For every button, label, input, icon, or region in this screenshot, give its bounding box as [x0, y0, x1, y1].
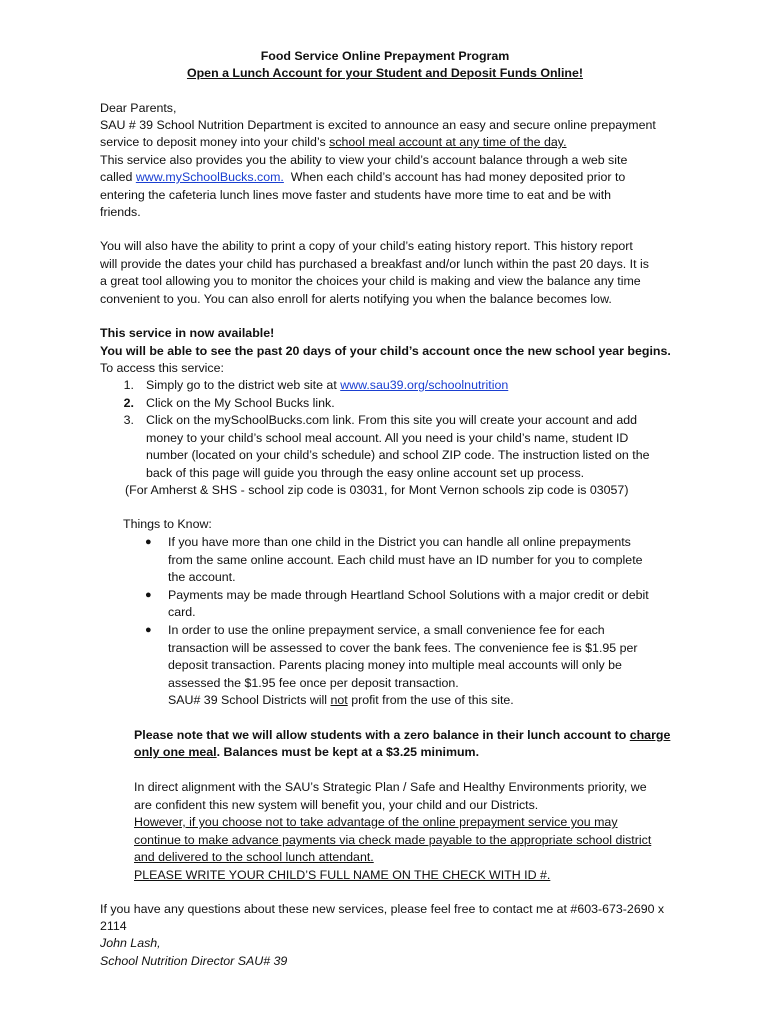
bullet-line: deposit transaction. Parents placing money into multiple meal accounts will only be — [168, 658, 622, 672]
bullet-line: Payments may be made through Heartland School Solutions with a major credit or debit — [168, 588, 649, 602]
document-title: Food Service Online Prepayment Program — [260, 49, 510, 63]
contact-line: If you have any questions about these new services, please feel free to contact me at #603-673-2690 x — [100, 902, 665, 916]
zip-code-note: (For Amherst & SHS - school zip code is 03031, for Mont Vernon schools zip code is 03057) — [125, 483, 629, 497]
step-3-line: back of this page will guide you through the easy online account set up process. — [146, 466, 585, 480]
check-payment-line: and delivered to the school lunch attendant. — [134, 850, 374, 864]
signature-title: School Nutrition Director SAU# 39 — [100, 954, 288, 968]
myschoolbucks-link[interactable]: www.mySchoolBucks.com. — [135, 170, 284, 184]
history-line: convenient to you. You can also enroll for alerts notifying you when the balance becomes low. — [100, 292, 612, 306]
document-subtitle: Open a Lunch Account for your Student and Deposit Funds Online! — [186, 66, 584, 80]
bullet-icon: ● — [145, 589, 152, 601]
things-heading: Things to Know: — [123, 517, 212, 531]
bullet-line: the account. — [168, 570, 236, 584]
history-line: will provide the dates your child has purchased a breakfast and/or lunch within the past 20 days. It is — [100, 257, 649, 271]
intro-line: SAU # 39 School Nutrition Department is excited to announce an easy and secure online prepayment — [100, 118, 656, 132]
step-number: 1. — [123, 378, 134, 392]
step-1: Simply go to the district web site at www.sau39.org/schoolnutrition — [146, 378, 509, 392]
step-number: 2. — [123, 396, 134, 410]
step-3-line: number (located on your child’s schedule) and school ZIP code. The instruction listed on the — [146, 448, 650, 462]
check-name-instruction: PLEASE WRITE YOUR CHILD’S FULL NAME ON THE CHECK WITH ID #. — [134, 868, 551, 882]
no-profit-line: SAU# 39 School Districts will not profit from the use of this site. — [168, 693, 514, 707]
intro-line: friends. — [100, 205, 141, 219]
bullet-line: assessed the $1.95 fee once per deposit transaction. — [168, 676, 459, 690]
bullet-icon: ● — [145, 536, 152, 548]
alignment-line: are confident this new system will benefit you, your child and our Districts. — [134, 798, 539, 812]
history-line: You will also have the ability to print a copy of your child’s eating history report. This history report — [100, 239, 633, 253]
availability-heading: This service in now available! — [100, 326, 275, 340]
intro-line: entering the cafeteria lunch lines move faster and students have more time to eat and be with — [100, 188, 612, 202]
alignment-line: In direct alignment with the SAU’s Strategic Plan / Safe and Healthy Environments priority, we — [134, 780, 647, 794]
zero-balance-notice: Please note that we will allow students with a zero balance in their lunch account to charge — [134, 728, 671, 742]
underlined-phrase: school meal account at any time of the day. — [329, 135, 567, 149]
history-line: a great tool allowing you to monitor the choices your child is making and view the balance any time — [100, 274, 641, 288]
bullet-icon: ● — [145, 624, 152, 636]
sau39-link[interactable]: www.sau39.org/schoolnutrition — [340, 378, 509, 392]
access-heading: To access this service: — [100, 361, 224, 375]
bullet-line: card. — [168, 605, 196, 619]
greeting: Dear Parents, — [100, 101, 177, 115]
check-payment-line: However, if you choose not to take advantage of the online prepayment service you may — [134, 815, 618, 829]
intro-line: This service also provides you the ability to view your child’s account balance through a web site — [100, 153, 628, 167]
step-2: Click on the My School Bucks link. — [146, 396, 335, 410]
bullet-line: from the same online account. Each child must have an ID number for you to complete — [168, 553, 643, 567]
step-3-line: Click on the mySchoolBucks.com link. From this site you will create your account and add — [146, 413, 638, 427]
bullet-line: In order to use the online prepayment service, a small convenience fee for each — [168, 623, 605, 637]
bullet-line: transaction will be assessed to cover the bank fees. The convenience fee is $1.95 per — [168, 641, 638, 655]
bullet-line: If you have more than one child in the District you can handle all online prepayments — [168, 535, 631, 549]
step-3-line: money to your child’s school meal account. All you need is your child’s name, student ID — [146, 431, 629, 445]
minimum-balance-notice: only one meal. Balances must be kept at a $3.25 minimum. — [134, 745, 480, 759]
contact-extension: 2114 — [100, 919, 127, 933]
step-number: 3. — [123, 413, 134, 427]
check-payment-line: continue to make advance payments via check made payable to the appropriate school district — [134, 833, 652, 847]
intro-line: called www.mySchoolBucks.com. When each child’s account has had money deposited prior to — [100, 170, 626, 184]
availability-note: You will be able to see the past 20 days of your child’s account once the new school year begins. — [100, 344, 671, 358]
signature-name: John Lash, — [100, 936, 161, 950]
intro-line: service to deposit money into your child’s school meal account at any time of the day. — [100, 135, 567, 149]
